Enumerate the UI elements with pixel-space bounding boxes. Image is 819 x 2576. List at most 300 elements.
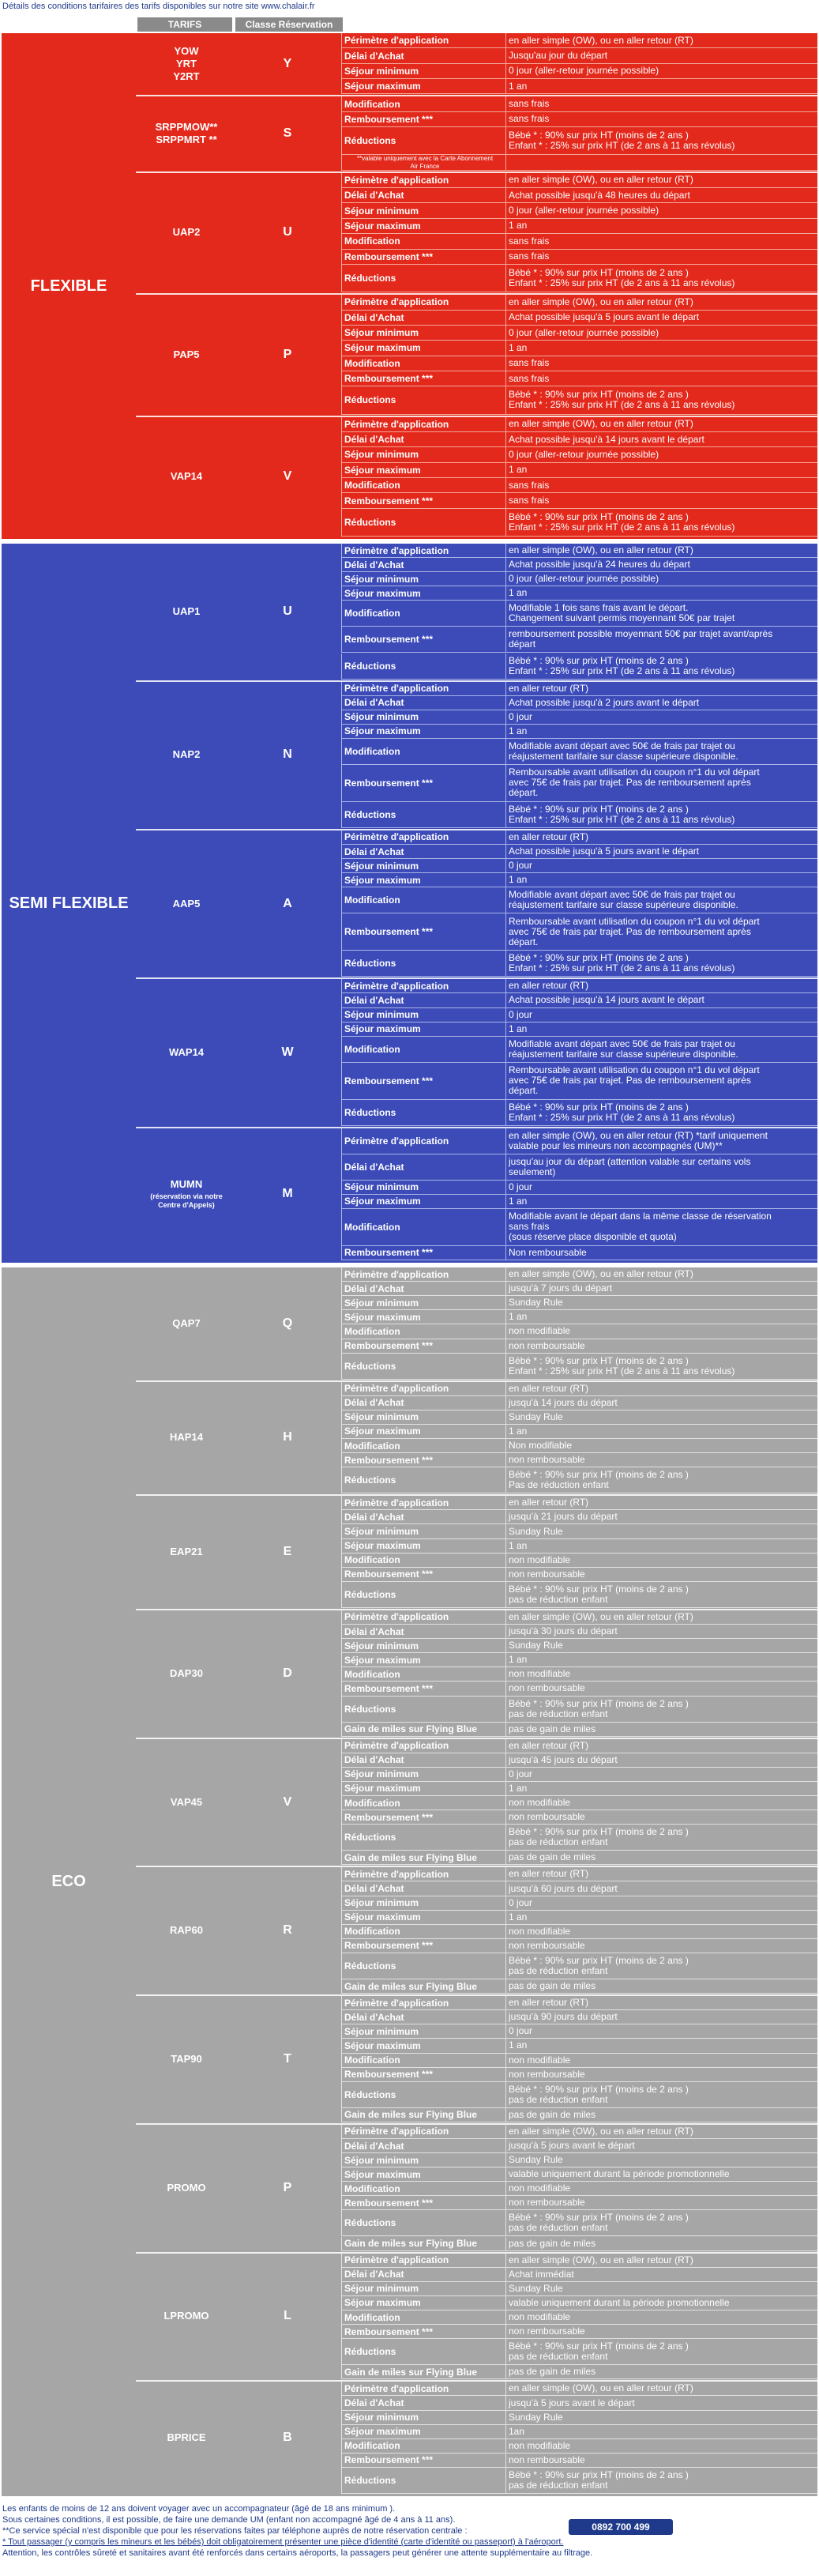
condition-value: non remboursable bbox=[505, 2196, 817, 2210]
tarif-note: (réservation via notre Centre d'Appels) bbox=[150, 1192, 223, 1210]
condition-value: Modifiable avant le départ dans la même classe de réservation sans frais (sous réserve place disponible et quota) bbox=[505, 1209, 817, 1246]
condition-value: 0 jour (aller-retour journée possible) bbox=[505, 64, 817, 79]
tarif-cell bbox=[139, 2382, 234, 2494]
condition-label: Séjour maximum bbox=[341, 1022, 505, 1037]
condition-row bbox=[341, 79, 817, 94]
tarif-code: PAP5 bbox=[173, 348, 200, 360]
booking-class: L bbox=[284, 2309, 291, 2323]
condition-row bbox=[341, 64, 817, 79]
fare-group-hap14 bbox=[136, 1382, 817, 1494]
condition-value: Sunday Rule bbox=[505, 2153, 817, 2167]
footer-notes bbox=[2, 2503, 816, 2559]
condition-value: 1 an bbox=[505, 1022, 817, 1037]
condition-label: Délai d'Achat bbox=[341, 558, 505, 572]
condition-value: non remboursable bbox=[505, 1939, 817, 1953]
condition-label: Séjour minimum bbox=[341, 2153, 505, 2167]
condition-row bbox=[341, 2439, 817, 2454]
condition-rows bbox=[341, 96, 817, 170]
condition-row bbox=[341, 2237, 817, 2251]
tarif-code: AAP5 bbox=[172, 897, 201, 910]
condition-row bbox=[341, 1911, 817, 1925]
condition-row bbox=[341, 696, 817, 710]
condition-value: sans frais bbox=[505, 478, 817, 493]
condition-value bbox=[505, 155, 817, 170]
condition-row bbox=[341, 2468, 817, 2494]
condition-label: Remboursement *** bbox=[341, 2325, 505, 2339]
condition-label: Remboursement *** bbox=[341, 1339, 505, 1354]
condition-row bbox=[341, 1510, 817, 1524]
condition-label: Réductions bbox=[341, 127, 505, 155]
condition-value: non remboursable bbox=[505, 2454, 817, 2468]
tarif-code: NAP2 bbox=[172, 748, 201, 761]
condition-value: sans frais bbox=[505, 371, 817, 386]
condition-value: en aller retour (RT) bbox=[505, 1496, 817, 1510]
condition-label: Réductions bbox=[341, 653, 505, 680]
fare-group-yow bbox=[136, 33, 817, 94]
condition-row bbox=[341, 1524, 817, 1538]
tarif-cell bbox=[139, 1867, 234, 1994]
condition-value: en aller simple (OW), ou en aller retour (RT) bbox=[505, 417, 817, 432]
condition-label: Périmètre d'application bbox=[341, 33, 505, 48]
condition-label: Délai d'Achat bbox=[341, 845, 505, 859]
condition-value: Bébé * : 90% sur prix HT (moins de 2 ans ) Enfant * : 25% sur prix HT (de 2 ans à 11 ans révolus) bbox=[505, 386, 817, 414]
condition-value: Achat possible jusqu'à 2 jours avant le départ bbox=[505, 696, 817, 710]
booking-class: Q bbox=[282, 1316, 293, 1330]
condition-row bbox=[341, 1851, 817, 1865]
fare-group-mumn bbox=[136, 1128, 817, 1260]
condition-row bbox=[341, 2182, 817, 2196]
condition-value: non modifiable bbox=[505, 1554, 817, 1568]
tarif-cell bbox=[139, 173, 234, 292]
condition-label: Séjour minimum bbox=[341, 859, 505, 873]
condition-row bbox=[341, 2296, 817, 2310]
condition-value: Sunday Rule bbox=[505, 2282, 817, 2296]
fare-group-aap5 bbox=[136, 830, 817, 977]
condition-row bbox=[341, 1782, 817, 1796]
booking-class: U bbox=[283, 604, 292, 618]
condition-label: Séjour minimum bbox=[341, 2411, 505, 2425]
condition-label: Délai d'Achat bbox=[341, 1282, 505, 1296]
condition-label: Séjour maximum bbox=[341, 1310, 505, 1324]
condition-rows bbox=[341, 979, 817, 1125]
condition-value: 1 an bbox=[505, 1782, 817, 1796]
condition-label: Réductions bbox=[341, 802, 505, 828]
condition-row bbox=[341, 2082, 817, 2108]
condition-label: Séjour minimum bbox=[341, 1296, 505, 1310]
fare-group-uap2 bbox=[136, 173, 817, 292]
condition-label: Séjour minimum bbox=[341, 2024, 505, 2039]
condition-value: Bébé * : 90% sur prix HT (moins de 2 ans ) Enfant * : 25% sur prix HT (de 2 ans à 11 ans révolus) bbox=[505, 951, 817, 977]
condition-label: Remboursement *** bbox=[341, 1453, 505, 1467]
condition-row bbox=[341, 1324, 817, 1339]
condition-label: Gain de miles sur Flying Blue bbox=[341, 1979, 505, 1994]
condition-value: Bébé * : 90% sur prix HT (moins de 2 ans ) pas de réduction enfant bbox=[505, 1825, 817, 1851]
condition-label: Remboursement *** bbox=[341, 1810, 505, 1825]
tarif-code: EAP21 bbox=[170, 1546, 203, 1558]
tarif-code: BPRICE bbox=[167, 2431, 206, 2444]
condition-label: Réductions bbox=[341, 2468, 505, 2494]
tarif-code: MUMN bbox=[170, 1178, 203, 1191]
condition-row bbox=[341, 2010, 817, 2024]
condition-row bbox=[341, 859, 817, 873]
condition-row bbox=[341, 1625, 817, 1639]
condition-row bbox=[341, 1953, 817, 1979]
condition-row bbox=[341, 2054, 817, 2068]
condition-value: en aller retour (RT) bbox=[505, 1382, 817, 1396]
condition-value: jusqu'à 5 jours avant le départ bbox=[505, 2139, 817, 2153]
condition-row bbox=[341, 265, 817, 292]
tarif-cell bbox=[139, 830, 234, 977]
condition-label: Délai d'Achat bbox=[341, 1510, 505, 1524]
condition-row bbox=[341, 2268, 817, 2282]
condition-value: Achat possible jusqu'à 5 jours avant le départ bbox=[505, 311, 817, 326]
condition-row bbox=[341, 1467, 817, 1493]
section-eco bbox=[2, 1267, 817, 2496]
condition-label: Modification bbox=[341, 2439, 505, 2454]
condition-value: Bébé * : 90% sur prix HT (moins de 2 ans ) Enfant * : 25% sur prix HT (de 2 ans à 11 ans révolus) bbox=[505, 509, 817, 537]
condition-row bbox=[341, 1753, 817, 1768]
condition-row bbox=[341, 2167, 817, 2182]
condition-value: 0 jour bbox=[505, 2024, 817, 2039]
condition-label: Modification bbox=[341, 478, 505, 493]
condition-label: Réductions bbox=[341, 1467, 505, 1493]
tarif-code: QAP7 bbox=[172, 1316, 201, 1329]
condition-value: non remboursable bbox=[505, 1339, 817, 1354]
condition-value: non modifiable bbox=[505, 1667, 817, 1682]
condition-row bbox=[341, 993, 817, 1007]
condition-label: Séjour maximum bbox=[341, 79, 505, 94]
condition-value: Bébé * : 90% sur prix HT (moins de 2 ans ) Pas de réduction enfant bbox=[505, 1467, 817, 1493]
condition-value: pas de gain de miles bbox=[505, 2108, 817, 2122]
fare-group-tap90 bbox=[136, 1996, 817, 2122]
condition-label: Remboursement *** bbox=[341, 765, 505, 802]
condition-row bbox=[341, 1246, 817, 1260]
tarif-code: DAP30 bbox=[170, 1666, 203, 1679]
condition-value: Achat possible jusqu'à 48 heures du départ bbox=[505, 188, 817, 203]
condition-value: 1 an bbox=[505, 341, 817, 356]
tarif-code: WAP14 bbox=[168, 1046, 205, 1058]
condition-row bbox=[341, 96, 817, 111]
condition-value: Remboursable avant utilisation du coupon n°1 du vol départ avec 75€ de frais par trajet. Pas de remboursement après départ. bbox=[505, 913, 817, 951]
condition-label: Remboursement *** bbox=[341, 913, 505, 951]
condition-row bbox=[341, 1610, 817, 1625]
condition-value: jusqu'à 30 jours du départ bbox=[505, 1625, 817, 1639]
booking-class: A bbox=[283, 896, 292, 910]
booking-class: E bbox=[283, 1545, 292, 1559]
condition-label: Modification bbox=[341, 739, 505, 765]
condition-label: Remboursement *** bbox=[341, 493, 505, 508]
condition-label: Remboursement *** bbox=[341, 2068, 505, 2082]
condition-value: Sunday Rule bbox=[505, 2411, 817, 2425]
booking-class: U bbox=[283, 225, 292, 239]
condition-value: Modifiable avant départ avec 50€ de frais par trajet ou réajustement tarifaire sur classe supérieure disponible. bbox=[505, 1037, 817, 1063]
section-label: ECO bbox=[51, 1873, 86, 1890]
condition-row bbox=[341, 48, 817, 63]
condition-label: Gain de miles sur Flying Blue bbox=[341, 1723, 505, 1737]
condition-value: non modifiable bbox=[505, 1925, 817, 1939]
condition-value: 0 jour (aller-retour journée possible) bbox=[505, 572, 817, 586]
tarif-cell bbox=[139, 1610, 234, 1737]
condition-label: Réductions bbox=[341, 2210, 505, 2236]
condition-label: Séjour maximum bbox=[341, 873, 505, 887]
condition-value: Bébé * : 90% sur prix HT (moins de 2 ans ) pas de réduction enfant bbox=[505, 2210, 817, 2236]
condition-row bbox=[341, 1008, 817, 1022]
condition-row bbox=[341, 234, 817, 249]
condition-row bbox=[341, 1396, 817, 1410]
condition-row bbox=[341, 1653, 817, 1667]
condition-value: Bébé * : 90% sur prix HT (moins de 2 ans ) Enfant * : 25% sur prix HT (de 2 ans à 11 ans révolus) bbox=[505, 1354, 817, 1380]
footer-line-5: Attention, les contrôles sûreté et sanitaires avant été renforcés dans certains aéroports, la passagers peut générer une attente supplémentaire au filtrage. bbox=[2, 2548, 593, 2558]
condition-row bbox=[341, 1439, 817, 1453]
condition-label: Délai d'Achat bbox=[341, 696, 505, 710]
condition-label: Délai d'Achat bbox=[341, 1753, 505, 1768]
condition-row bbox=[341, 1723, 817, 1737]
condition-row bbox=[341, 1128, 817, 1154]
condition-row bbox=[341, 1496, 817, 1510]
condition-label: Modification bbox=[341, 887, 505, 913]
condition-row bbox=[341, 509, 817, 537]
condition-value: 1 an bbox=[505, 2039, 817, 2053]
condition-label: Délai d'Achat bbox=[341, 188, 505, 203]
tarif-cell bbox=[139, 2125, 234, 2251]
section-flexible bbox=[2, 33, 817, 539]
condition-label: Modification bbox=[341, 1209, 505, 1246]
tarif-code: LPROMO bbox=[163, 2310, 209, 2322]
column-header-tarifs: TARIFS bbox=[137, 17, 232, 32]
condition-value: en aller simple (OW), ou en aller retour (RT) bbox=[505, 2125, 817, 2139]
condition-row bbox=[341, 725, 817, 739]
fare-group-bprice bbox=[136, 2382, 817, 2494]
condition-row bbox=[341, 1267, 817, 1282]
condition-value: Bébé * : 90% sur prix HT (moins de 2 ans ) Enfant * : 25% sur prix HT (de 2 ans à 11 ans révolus) bbox=[505, 1100, 817, 1126]
condition-value: 1 an bbox=[505, 725, 817, 739]
condition-label: Périmètre d'application bbox=[341, 1867, 505, 1881]
booking-class: P bbox=[283, 2180, 292, 2194]
condition-label: Séjour minimum bbox=[341, 447, 505, 462]
tarif-code: HAP14 bbox=[170, 1431, 203, 1444]
condition-value: 0 jour (aller-retour journée possible) bbox=[505, 447, 817, 462]
footer-line-1: Les enfants de moins de 12 ans doivent voyager avec un accompagnateur (âgé de 18 ans minimum ). bbox=[2, 2504, 396, 2514]
tarif-code: VAP14 bbox=[170, 470, 203, 483]
condition-value: Remboursable avant utilisation du coupon n°1 du vol départ avec 75€ de frais par trajet. Pas de remboursement après départ. bbox=[505, 1063, 817, 1100]
condition-row bbox=[341, 463, 817, 478]
condition-label: Périmètre d'application bbox=[341, 1496, 505, 1510]
condition-row bbox=[341, 1022, 817, 1037]
condition-row bbox=[341, 188, 817, 203]
condition-value: Non remboursable bbox=[505, 1246, 817, 1260]
condition-label: Modification bbox=[341, 1439, 505, 1453]
condition-value: jusqu'à 14 jours du départ bbox=[505, 1396, 817, 1410]
condition-value: sans frais bbox=[505, 234, 817, 249]
condition-row bbox=[341, 173, 817, 188]
condition-label: Séjour maximum bbox=[341, 2296, 505, 2310]
condition-value: valable uniquement durant la période promotionnelle bbox=[505, 2167, 817, 2182]
condition-label: Périmètre d'application bbox=[341, 295, 505, 310]
condition-value: 1an bbox=[505, 2425, 817, 2439]
condition-label: Délai d'Achat bbox=[341, 2010, 505, 2024]
footer-line-4: * Tout passager (y compris les mineurs et les bébés) doit obligatoirement présenter une pièce d'identité (carte d'identité ou passeport) à l'aéroport. bbox=[2, 2537, 564, 2547]
booking-class: M bbox=[282, 1187, 293, 1201]
condition-row bbox=[341, 356, 817, 371]
condition-value: sans frais bbox=[505, 96, 817, 111]
condition-row bbox=[341, 33, 817, 48]
fare-group-dap30 bbox=[136, 1610, 817, 1737]
tarif-code: TAP90 bbox=[171, 2052, 202, 2065]
condition-row bbox=[341, 1697, 817, 1723]
condition-value: non remboursable bbox=[505, 1568, 817, 1582]
condition-rows bbox=[341, 1867, 817, 1994]
condition-row bbox=[341, 1539, 817, 1554]
condition-value: pas de gain de miles bbox=[505, 1979, 817, 1994]
condition-value: pas de gain de miles bbox=[505, 2237, 817, 2251]
condition-value: jusqu'à 7 jours du départ bbox=[505, 1282, 817, 1296]
condition-value: en aller simple (OW), ou en aller retour (RT) bbox=[505, 1267, 817, 1282]
condition-value: 1 an bbox=[505, 1539, 817, 1554]
condition-label: Modification bbox=[341, 1554, 505, 1568]
condition-label: Périmètre d'application bbox=[341, 2382, 505, 2396]
tarif-code: YOW YRT Y2RT bbox=[173, 44, 200, 82]
condition-label: Modification bbox=[341, 2054, 505, 2068]
condition-row bbox=[341, 1867, 817, 1881]
condition-label: Délai d'Achat bbox=[341, 1154, 505, 1181]
condition-row bbox=[341, 2365, 817, 2379]
condition-row bbox=[341, 765, 817, 802]
condition-row bbox=[341, 1296, 817, 1310]
condition-value: en aller simple (OW), ou en aller retour (RT) bbox=[505, 2254, 817, 2268]
condition-value: Non modifiable bbox=[505, 1439, 817, 1453]
condition-value: non modifiable bbox=[505, 2310, 817, 2325]
condition-rows bbox=[341, 295, 817, 414]
condition-value: jusqu'à 5 jours avant le départ bbox=[505, 2396, 817, 2410]
condition-label: Remboursement *** bbox=[341, 250, 505, 265]
condition-label: Séjour minimum bbox=[341, 64, 505, 79]
condition-label: Réductions bbox=[341, 951, 505, 977]
condition-row bbox=[341, 2339, 817, 2365]
condition-rows bbox=[341, 1996, 817, 2122]
condition-label: Modification bbox=[341, 1667, 505, 1682]
fare-group-nap2 bbox=[136, 682, 817, 828]
tarif-cell bbox=[139, 417, 234, 537]
fare-group-pap5 bbox=[136, 295, 817, 414]
condition-row bbox=[341, 1425, 817, 1439]
condition-label: Délai d'Achat bbox=[341, 993, 505, 1007]
fare-group-srppmow bbox=[136, 96, 817, 170]
condition-label: Remboursement *** bbox=[341, 1568, 505, 1582]
condition-rows bbox=[341, 417, 817, 537]
column-header-classe: Classe Réservation bbox=[235, 17, 343, 32]
condition-value: jusqu'à 60 jours du départ bbox=[505, 1881, 817, 1896]
condition-row bbox=[341, 2382, 817, 2396]
booking-class: V bbox=[283, 1795, 292, 1809]
condition-value: 0 jour bbox=[505, 1768, 817, 1782]
condition-value: jusqu'à 45 jours du départ bbox=[505, 1753, 817, 1768]
condition-row bbox=[341, 2396, 817, 2410]
booking-class: V bbox=[283, 469, 292, 484]
condition-row bbox=[341, 1925, 817, 1939]
condition-value: non remboursable bbox=[505, 1810, 817, 1825]
condition-value: en aller retour (RT) bbox=[505, 830, 817, 845]
condition-rows bbox=[341, 1739, 817, 1866]
condition-label: Gain de miles sur Flying Blue bbox=[341, 2108, 505, 2122]
condition-label: Modification bbox=[341, 1796, 505, 1810]
condition-row bbox=[341, 1354, 817, 1380]
condition-row bbox=[341, 830, 817, 845]
tarif-cell bbox=[139, 1128, 234, 1260]
condition-label: Séjour minimum bbox=[341, 1896, 505, 1911]
condition-label: Périmètre d'application bbox=[341, 830, 505, 845]
condition-row bbox=[341, 1682, 817, 1696]
condition-value: 1 an bbox=[505, 463, 817, 478]
phone-number-badge[interactable]: 0892 700 499 bbox=[569, 2519, 673, 2535]
condition-value: Achat possible jusqu'à 24 heures du départ bbox=[505, 558, 817, 572]
tarif-code: UAP1 bbox=[172, 604, 201, 617]
condition-rows bbox=[341, 2125, 817, 2251]
condition-value: en aller simple (OW), ou en aller retour (RT) bbox=[505, 544, 817, 558]
condition-value: Sunday Rule bbox=[505, 1296, 817, 1310]
condition-row bbox=[341, 1100, 817, 1126]
condition-row bbox=[341, 311, 817, 326]
condition-value: jusqu'au jour du départ (attention valable sur certains vols seulement) bbox=[505, 1154, 817, 1181]
footer-line-3: **Ce service spécial n'est disponible que pour les réservations faites par téléphone auprès de notre réservation centrale : bbox=[2, 2526, 468, 2536]
condition-label: Réductions bbox=[341, 265, 505, 292]
condition-value: 1 an bbox=[505, 1653, 817, 1667]
condition-row bbox=[341, 386, 817, 414]
condition-label: Séjour maximum bbox=[341, 219, 505, 234]
page-header-note: Détails des conditions tarifaires des tarifs disponibles sur notre site www.chalair.fr bbox=[2, 2, 315, 11]
condition-value: 1 an bbox=[505, 1425, 817, 1439]
condition-row bbox=[341, 1209, 817, 1246]
condition-row bbox=[341, 913, 817, 951]
condition-value: Sunday Rule bbox=[505, 1639, 817, 1653]
condition-value: sans frais bbox=[505, 112, 817, 127]
condition-label: Remboursement *** bbox=[341, 1682, 505, 1696]
condition-value: 1 an bbox=[505, 586, 817, 601]
condition-value: 0 jour bbox=[505, 859, 817, 873]
condition-row bbox=[341, 155, 817, 170]
condition-label: Séjour maximum bbox=[341, 2039, 505, 2053]
condition-label: Délai d'Achat bbox=[341, 2268, 505, 2282]
condition-value: Achat possible jusqu'à 5 jours avant le départ bbox=[505, 845, 817, 859]
condition-row bbox=[341, 341, 817, 356]
tarif-cell bbox=[139, 96, 234, 170]
condition-row bbox=[341, 1896, 817, 1911]
condition-row bbox=[341, 2254, 817, 2268]
condition-label: Réductions bbox=[341, 2082, 505, 2108]
condition-row bbox=[341, 2325, 817, 2339]
condition-label: Remboursement *** bbox=[341, 1939, 505, 1953]
condition-value: non remboursable bbox=[505, 2068, 817, 2082]
condition-label: Gain de miles sur Flying Blue bbox=[341, 1851, 505, 1865]
condition-value: jusqu'à 90 jours du départ bbox=[505, 2010, 817, 2024]
booking-class: W bbox=[281, 1045, 294, 1059]
condition-label: Remboursement *** bbox=[341, 112, 505, 127]
condition-label: Remboursement *** bbox=[341, 1246, 505, 1260]
condition-row bbox=[341, 802, 817, 828]
tarif-cell bbox=[139, 544, 234, 680]
tarif-cell bbox=[139, 2254, 234, 2380]
fare-group-vap45 bbox=[136, 1739, 817, 1866]
condition-row bbox=[341, 2210, 817, 2236]
condition-row bbox=[341, 250, 817, 265]
condition-value: Modifiable 1 fois sans frais avant le départ. Changement suivant permis moyennant 50€ par trajet bbox=[505, 601, 817, 627]
condition-row bbox=[341, 2125, 817, 2139]
condition-value: 0 jour bbox=[505, 1896, 817, 1911]
condition-label: Séjour maximum bbox=[341, 1195, 505, 1209]
booking-class: S bbox=[283, 126, 292, 141]
condition-label: Modification bbox=[341, 234, 505, 249]
condition-row bbox=[341, 1639, 817, 1653]
condition-row bbox=[341, 558, 817, 572]
